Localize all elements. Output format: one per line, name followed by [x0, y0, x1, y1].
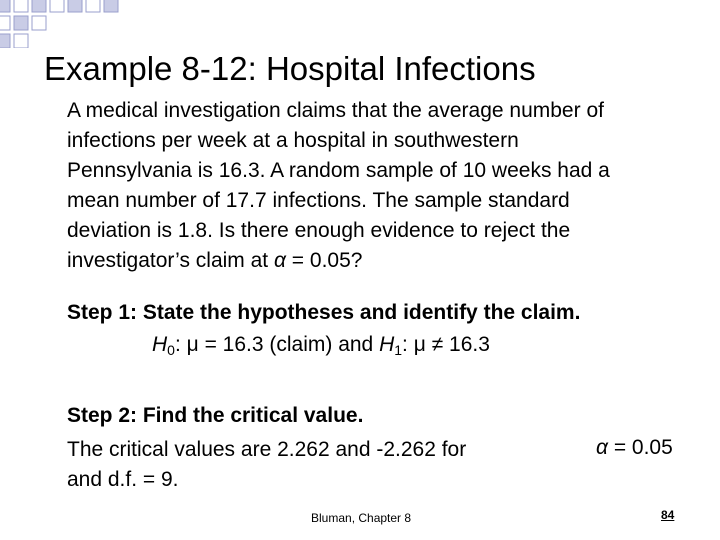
decorative-squares [0, 0, 120, 48]
alpha-note [596, 436, 673, 460]
alpha-note-value: = 0.05 [607, 436, 673, 459]
step2-heading: Step 2: Find the critical value. [67, 404, 364, 427]
h0-subscript: 0 [167, 342, 175, 358]
slide-title: Example 8-12: Hospital Infections [44, 50, 536, 87]
h1-subscript: 1 [394, 342, 403, 358]
problem-line: mean number of 17.7 infections. The sample standard [67, 189, 570, 212]
problem-line: deviation is 1.8. Is there enough evidence to reject the [67, 219, 571, 242]
critical-line: The critical values are 2.262 and -2.262 for [67, 438, 467, 461]
h1-letter: H [379, 333, 395, 356]
alpha-value: = 0.05? [285, 249, 363, 272]
problem-line: Pennsylvania is 16.3. A random sample of 10 weeks had a [67, 159, 610, 182]
critical-values-text [67, 435, 466, 495]
problem-line: infections per week at a hospital in southwestern [67, 129, 519, 152]
alpha-note-symbol: α [596, 436, 608, 459]
footer-text: Bluman, Chapter 8 [311, 511, 412, 525]
h1-text: : μ ≠ 16.3 [402, 333, 490, 356]
alpha-symbol: α [273, 249, 286, 272]
critical-line: and d.f. = 9. [67, 468, 179, 491]
hypotheses [152, 333, 490, 357]
problem-paragraph [67, 96, 707, 276]
problem-line: A medical investigation claims that the average number of [67, 99, 604, 122]
page-number: 84 [661, 508, 675, 522]
h0-text: : μ = 16.3 (claim) and [174, 333, 380, 356]
problem-line-text: investigator’s claim at [67, 249, 274, 272]
h0-letter: H [152, 333, 168, 356]
problem-line-last [67, 246, 707, 276]
step1-heading: Step 1: State the hypotheses and identify the claim. [67, 301, 581, 324]
